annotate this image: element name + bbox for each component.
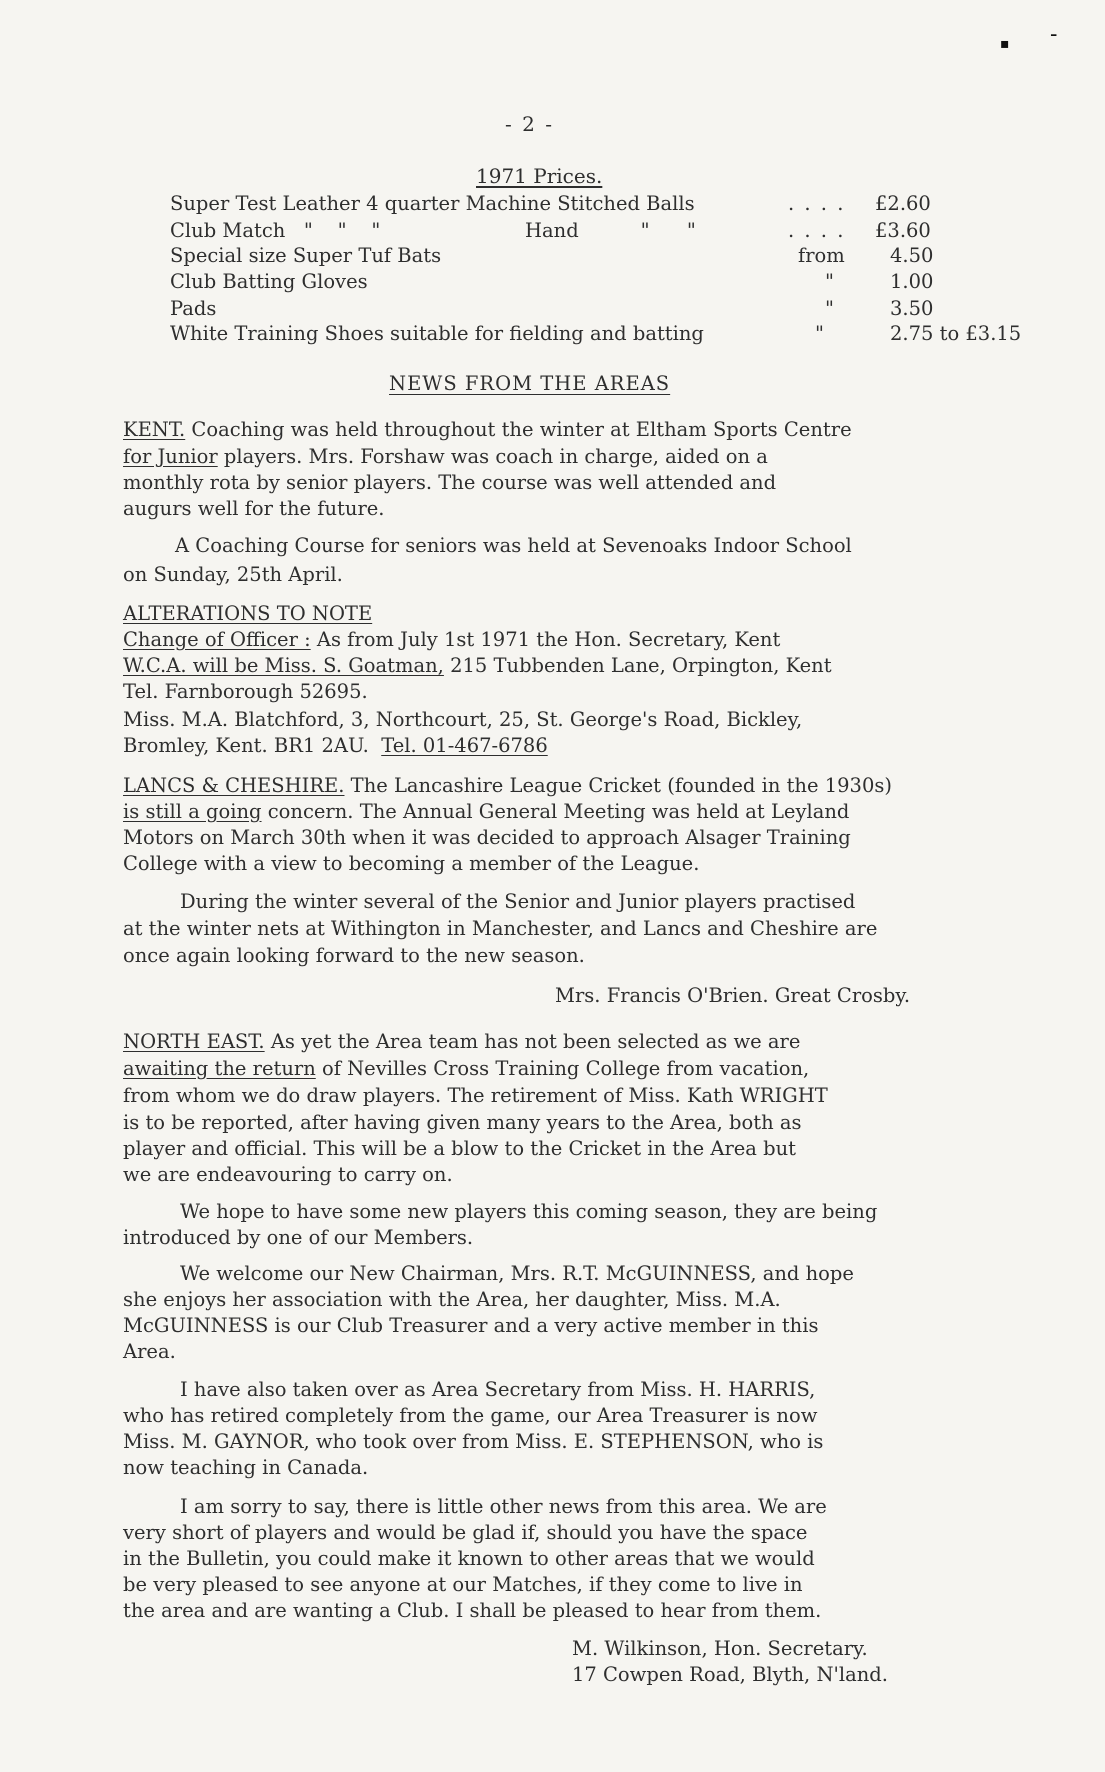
kent-line: monthly rota by senior players. The course was well attended and — [123, 471, 777, 494]
kent-line: augurs well for the future. — [123, 497, 385, 520]
alterations-text: As from July 1st 1971 the Hon. Secretary, Kent — [310, 628, 781, 651]
northeast-text: As yet the Area team has not been selected as we are — [264, 1030, 801, 1053]
price-value: 1.00 — [890, 270, 934, 293]
kent-text: Coaching was held throughout the winter at Eltham Sports Centre — [185, 418, 852, 441]
lancs-line: During the winter several of the Senior and Junior players practised — [180, 890, 856, 913]
price-value: £2.60 — [875, 192, 931, 215]
news-title: NEWS FROM THE AREAS — [389, 372, 671, 395]
price-item: Special size Super Tuf Bats — [170, 244, 442, 267]
change-of-officer: Change of Officer : — [123, 628, 311, 651]
northeast-line: McGUINNESS is our Club Treasurer and a very active member in this — [123, 1314, 819, 1337]
price-row — [170, 270, 1050, 295]
northeast-line: I am sorry to say, there is little other news from this area. We are — [180, 1495, 827, 1518]
price-item: Club Batting Gloves — [170, 270, 368, 293]
new-secretary: W.C.A. will be Miss. S. Goatman, — [123, 654, 444, 677]
northeast-line: she enjoys her association with the Area, her daughter, Miss. M.A. — [123, 1288, 781, 1311]
northeast-line: now teaching in Canada. — [123, 1456, 369, 1479]
price-item: White Training Shoes suitable for fielding and batting — [170, 322, 704, 345]
price-ditto: " — [825, 297, 834, 320]
northeast-address: 17 Cowpen Road, Blyth, N'land. — [572, 1663, 888, 1686]
alterations-line — [123, 628, 780, 652]
price-value: 2.75 to £3.15 — [890, 322, 1022, 345]
lancs-underlined: is still a going — [123, 800, 262, 823]
northeast-line: be very pleased to see anyone at our Matches, if they come to live in — [123, 1573, 803, 1596]
northeast-line: who has retired completely from the game, our Area Treasurer is now — [123, 1404, 818, 1427]
corner-dot: ▪ — [1000, 36, 1010, 52]
price-value: 4.50 — [890, 244, 934, 267]
northeast-line: we are endeavouring to carry on. — [123, 1163, 453, 1186]
page-number: - 2 - — [505, 112, 554, 136]
northeast-line: from whom we do draw players. The retirement of Miss. Kath WRIGHT — [123, 1084, 828, 1107]
prices-title: 1971 Prices. — [476, 164, 603, 188]
kent-line — [123, 445, 768, 469]
northeast-line — [123, 1057, 809, 1081]
kent-line: on Sunday, 25th April. — [123, 563, 343, 586]
northeast-heading: NORTH EAST. — [123, 1030, 265, 1053]
northeast-line: We welcome our New Chairman, Mrs. R.T. McGUINNESS, and hope — [180, 1262, 854, 1285]
northeast-line — [123, 1030, 800, 1054]
northeast-line: I have also taken over as Area Secretary from Miss. H. HARRIS, — [180, 1378, 816, 1401]
price-item-hand: Hand " " — [525, 219, 696, 242]
alterations-line: Miss. M.A. Blatchford, 3, Northcourt, 25, St. George's Road, Bickley, — [123, 708, 803, 731]
kent-line — [123, 418, 852, 442]
alterations-text: 215 Tubbenden Lane, Orpington, Kent — [443, 654, 832, 677]
price-value: £3.60 — [875, 219, 931, 242]
northeast-line: player and official. This will be a blow to the Cricket in the Area but — [123, 1137, 797, 1160]
price-item: Club Match " " " — [170, 219, 381, 242]
lancs-line: at the winter nets at Withington in Manchester, and Lancs and Cheshire are — [123, 917, 878, 940]
northeast-text: of Nevilles Cross Training College from vacation, — [315, 1057, 810, 1080]
price-dots: . . . . — [788, 219, 846, 242]
price-from: from — [798, 244, 845, 267]
price-item: Pads — [170, 297, 217, 320]
northeast-line: the area and are wanting a Club. I shall be pleased to hear from them. — [123, 1599, 822, 1622]
lancs-line: College with a view to becoming a member of the League. — [123, 852, 700, 875]
northeast-line: Miss. M. GAYNOR, who took over from Miss. E. STEPHENSON, who is — [123, 1430, 824, 1453]
lancs-text: concern. The Annual General Meeting was held at Leyland — [261, 800, 850, 823]
kent-underlined: for Junior — [123, 445, 218, 468]
alterations-line: Tel. Farnborough 52695. — [123, 680, 368, 703]
northeast-line: We hope to have some new players this coming season, they are being — [180, 1200, 878, 1223]
alterations-text: Bromley, Kent. BR1 2AU. — [123, 734, 382, 757]
northeast-line: in the Bulletin, you could make it known to other areas that we would — [123, 1547, 815, 1570]
kent-heading: KENT. — [123, 418, 186, 441]
price-row — [170, 244, 1050, 269]
northeast-line: introduced by one of our Members. — [123, 1226, 474, 1249]
corner-mark: - — [1050, 22, 1058, 47]
price-value: 3.50 — [890, 297, 934, 320]
price-ditto: " — [815, 322, 824, 345]
price-dots: . . . . — [788, 192, 846, 215]
price-row — [170, 192, 1050, 217]
price-item: Super Test Leather 4 quarter Machine Stitched Balls — [170, 192, 695, 215]
kent-text: players. Mrs. Forshaw was coach in charge, aided on a — [217, 445, 768, 468]
lancs-line — [123, 774, 892, 798]
northeast-line: is to be reported, after having given many years to the Area, both as — [123, 1111, 802, 1134]
lancs-line: once again looking forward to the new season. — [123, 944, 585, 967]
lancs-line: Motors on March 30th when it was decided to approach Alsager Training — [123, 826, 851, 849]
northeast-line: Area. — [123, 1340, 176, 1363]
alterations-line — [123, 734, 548, 758]
lancs-signature: Mrs. Francis O'Brien. Great Crosby. — [555, 984, 911, 1007]
kent-line: A Coaching Course for seniors was held at Sevenoaks Indoor School — [175, 534, 852, 557]
alterations-line — [123, 654, 832, 678]
price-ditto: " — [825, 270, 834, 293]
lancs-text: The Lancashire League Cricket (founded in the 1930s) — [344, 774, 892, 797]
price-row — [170, 297, 1050, 322]
lancs-heading: LANCS & CHESHIRE. — [123, 774, 345, 797]
price-row — [170, 322, 1050, 347]
lancs-line — [123, 800, 849, 824]
northeast-line: very short of players and would be glad if, should you have the space — [123, 1521, 808, 1544]
alterations-phone: Tel. 01-467-6786 — [381, 734, 548, 757]
price-row — [170, 219, 1050, 244]
alterations-heading: ALTERATIONS TO NOTE — [123, 602, 373, 625]
northeast-underlined: awaiting the return — [123, 1057, 316, 1080]
northeast-signature: M. Wilkinson, Hon. Secretary. — [572, 1637, 868, 1660]
